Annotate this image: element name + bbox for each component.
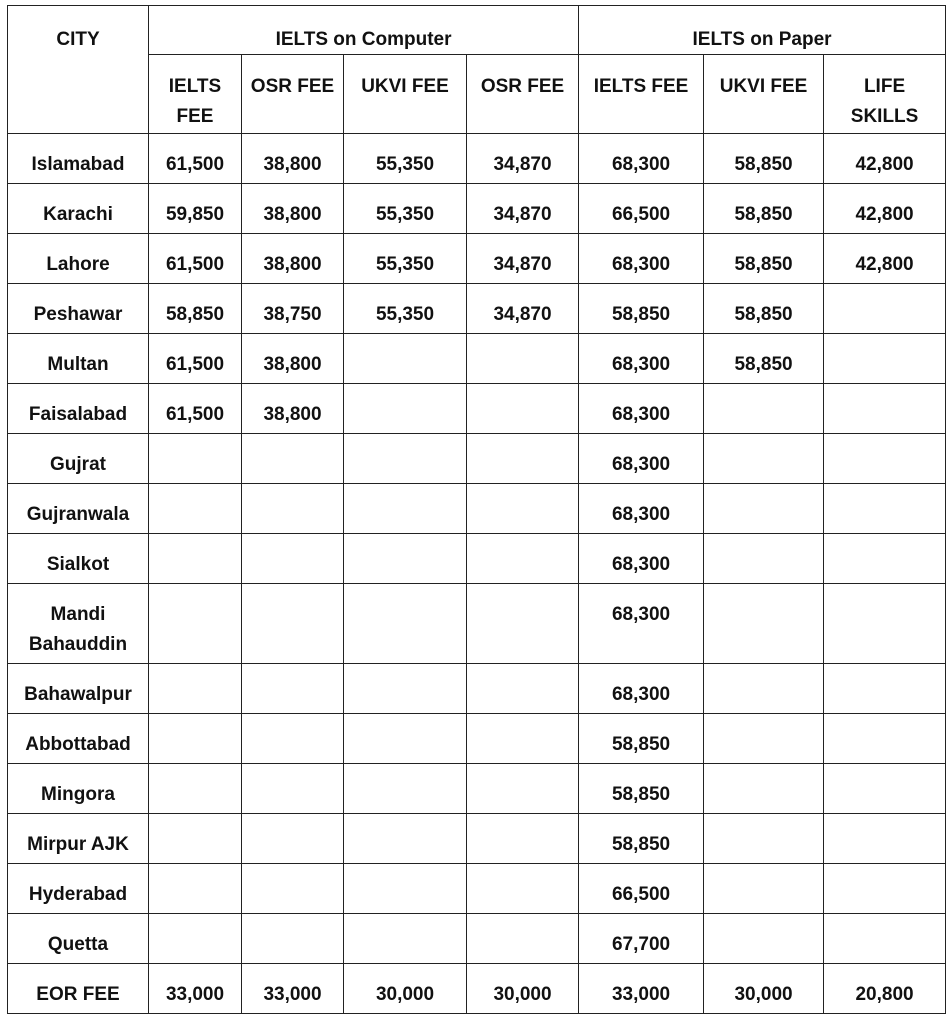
fee-cell: 68,300 bbox=[579, 334, 704, 384]
fee-cell bbox=[344, 534, 467, 584]
fee-cell bbox=[344, 484, 467, 534]
fee-cell bbox=[344, 714, 467, 764]
eor-fee-cell: 30,000 bbox=[704, 964, 824, 1014]
header-row-groups bbox=[8, 6, 946, 55]
fee-cell: 58,850 bbox=[704, 134, 824, 184]
fee-cell bbox=[242, 534, 344, 584]
fee-cell bbox=[704, 664, 824, 714]
fee-cell bbox=[704, 434, 824, 484]
fee-cell bbox=[704, 864, 824, 914]
city-cell: Faisalabad bbox=[8, 384, 149, 434]
table-row bbox=[8, 764, 946, 814]
fee-cell bbox=[467, 384, 579, 434]
fee-cell bbox=[344, 434, 467, 484]
fee-cell bbox=[704, 534, 824, 584]
city-cell: Mirpur AJK bbox=[8, 814, 149, 864]
fee-cell: 58,850 bbox=[579, 714, 704, 764]
fee-cell: 59,850 bbox=[149, 184, 242, 234]
table-row bbox=[8, 914, 946, 964]
eor-fee-cell: 33,000 bbox=[149, 964, 242, 1014]
fee-cell: 42,800 bbox=[824, 234, 946, 284]
fee-cell bbox=[344, 384, 467, 434]
fee-cell bbox=[824, 664, 946, 714]
eor-fee-cell: 33,000 bbox=[579, 964, 704, 1014]
fee-cell bbox=[149, 864, 242, 914]
city-cell: Gujrat bbox=[8, 434, 149, 484]
fee-cell bbox=[149, 434, 242, 484]
fee-cell: 68,300 bbox=[579, 484, 704, 534]
ielts-fee-table bbox=[7, 5, 946, 1014]
fee-cell bbox=[467, 534, 579, 584]
fee-cell: 42,800 bbox=[824, 184, 946, 234]
fee-cell bbox=[824, 284, 946, 334]
fee-cell bbox=[149, 484, 242, 534]
fee-cell: 68,300 bbox=[579, 664, 704, 714]
fee-cell bbox=[149, 534, 242, 584]
fee-cell: 55,350 bbox=[344, 134, 467, 184]
fee-column-header: UKVI FEE bbox=[704, 55, 824, 134]
table-row bbox=[8, 334, 946, 384]
fee-cell: 61,500 bbox=[149, 134, 242, 184]
city-cell: Islamabad bbox=[8, 134, 149, 184]
table-row bbox=[8, 184, 946, 234]
city-cell: Hyderabad bbox=[8, 864, 149, 914]
fee-cell: 58,850 bbox=[704, 334, 824, 384]
eor-fee-cell: 30,000 bbox=[344, 964, 467, 1014]
fee-cell bbox=[149, 764, 242, 814]
fee-cell bbox=[704, 914, 824, 964]
fee-cell bbox=[467, 814, 579, 864]
fee-cell bbox=[467, 334, 579, 384]
fee-cell: 68,300 bbox=[579, 534, 704, 584]
fee-cell bbox=[824, 534, 946, 584]
fee-cell: 58,850 bbox=[579, 814, 704, 864]
header-row-fee-types bbox=[8, 55, 946, 134]
eor-fee-cell: 30,000 bbox=[467, 964, 579, 1014]
table-body bbox=[8, 134, 946, 1014]
fee-cell bbox=[344, 864, 467, 914]
fee-cell bbox=[149, 664, 242, 714]
fee-cell: 58,850 bbox=[704, 234, 824, 284]
fee-cell bbox=[242, 814, 344, 864]
fee-column-header: OSR FEE bbox=[467, 55, 579, 134]
fee-cell bbox=[824, 434, 946, 484]
fee-cell bbox=[467, 484, 579, 534]
fee-cell bbox=[344, 584, 467, 664]
eor-fee-row bbox=[8, 964, 946, 1014]
city-cell: Quetta bbox=[8, 914, 149, 964]
table-row bbox=[8, 284, 946, 334]
fee-cell: 34,870 bbox=[467, 184, 579, 234]
fee-cell bbox=[467, 714, 579, 764]
fee-cell: 58,850 bbox=[704, 284, 824, 334]
fee-column-header: OSR FEE bbox=[242, 55, 344, 134]
city-column-header: CITY bbox=[8, 6, 149, 134]
fee-cell bbox=[344, 664, 467, 714]
fee-cell bbox=[824, 584, 946, 664]
fee-cell: 38,800 bbox=[242, 334, 344, 384]
city-cell: Multan bbox=[8, 334, 149, 384]
fee-cell bbox=[824, 764, 946, 814]
city-cell: Karachi bbox=[8, 184, 149, 234]
city-cell: Sialkot bbox=[8, 534, 149, 584]
fee-cell bbox=[242, 584, 344, 664]
fee-cell bbox=[704, 714, 824, 764]
fee-cell bbox=[824, 334, 946, 384]
fee-cell: 61,500 bbox=[149, 334, 242, 384]
fee-cell: 38,800 bbox=[242, 234, 344, 284]
eor-label-cell: EOR FEE bbox=[8, 964, 149, 1014]
fee-cell: 68,300 bbox=[579, 434, 704, 484]
table-row bbox=[8, 484, 946, 534]
fee-cell: 55,350 bbox=[344, 184, 467, 234]
fee-column-header: UKVI FEE bbox=[344, 55, 467, 134]
fee-cell: 34,870 bbox=[467, 234, 579, 284]
city-cell: Mingora bbox=[8, 764, 149, 814]
fee-cell bbox=[242, 864, 344, 914]
fee-cell bbox=[824, 714, 946, 764]
fee-cell: 42,800 bbox=[824, 134, 946, 184]
fee-cell: 68,300 bbox=[579, 134, 704, 184]
fee-cell bbox=[344, 764, 467, 814]
fee-cell bbox=[149, 714, 242, 764]
table-row bbox=[8, 234, 946, 284]
city-cell: Mandi Bahauddin bbox=[8, 584, 149, 664]
fee-column-header: IELTS FEE bbox=[149, 55, 242, 134]
fee-cell bbox=[704, 764, 824, 814]
fee-cell bbox=[242, 664, 344, 714]
fee-cell bbox=[467, 864, 579, 914]
fee-cell bbox=[824, 864, 946, 914]
fee-cell bbox=[704, 384, 824, 434]
fee-column-header: LIFE SKILLS bbox=[824, 55, 946, 134]
fee-cell: 38,800 bbox=[242, 134, 344, 184]
city-cell: Bahawalpur bbox=[8, 664, 149, 714]
fee-cell: 38,800 bbox=[242, 384, 344, 434]
fee-cell bbox=[467, 584, 579, 664]
fee-cell bbox=[824, 814, 946, 864]
fee-cell: 38,750 bbox=[242, 284, 344, 334]
fee-cell: 58,850 bbox=[149, 284, 242, 334]
fee-cell bbox=[149, 584, 242, 664]
fee-cell: 68,300 bbox=[579, 234, 704, 284]
fee-cell bbox=[344, 914, 467, 964]
city-cell: Abbottabad bbox=[8, 714, 149, 764]
table-row bbox=[8, 864, 946, 914]
fee-cell bbox=[242, 434, 344, 484]
city-cell: Gujranwala bbox=[8, 484, 149, 534]
fee-cell: 68,300 bbox=[579, 384, 704, 434]
fee-cell bbox=[824, 384, 946, 434]
table-row bbox=[8, 434, 946, 484]
group-header-paper: IELTS on Paper bbox=[579, 6, 946, 55]
table-row bbox=[8, 664, 946, 714]
fee-cell bbox=[149, 814, 242, 864]
eor-fee-cell: 33,000 bbox=[242, 964, 344, 1014]
fee-cell: 61,500 bbox=[149, 234, 242, 284]
fee-cell bbox=[242, 484, 344, 534]
fee-cell bbox=[242, 714, 344, 764]
fee-cell bbox=[242, 764, 344, 814]
table-row bbox=[8, 384, 946, 434]
fee-cell bbox=[344, 334, 467, 384]
fee-cell bbox=[824, 484, 946, 534]
fee-cell: 66,500 bbox=[579, 184, 704, 234]
fee-cell bbox=[467, 914, 579, 964]
city-cell: Lahore bbox=[8, 234, 149, 284]
fee-column-header: IELTS FEE bbox=[579, 55, 704, 134]
fee-cell: 58,850 bbox=[579, 764, 704, 814]
fee-cell bbox=[344, 814, 467, 864]
fee-cell: 67,700 bbox=[579, 914, 704, 964]
fee-cell: 58,850 bbox=[579, 284, 704, 334]
fee-cell: 61,500 bbox=[149, 384, 242, 434]
fee-cell: 55,350 bbox=[344, 284, 467, 334]
fee-cell bbox=[704, 584, 824, 664]
eor-fee-cell: 20,800 bbox=[824, 964, 946, 1014]
fee-cell bbox=[824, 914, 946, 964]
fee-cell: 66,500 bbox=[579, 864, 704, 914]
fee-cell: 38,800 bbox=[242, 184, 344, 234]
table-row bbox=[8, 714, 946, 764]
fee-cell: 68,300 bbox=[579, 584, 704, 664]
fee-cell: 55,350 bbox=[344, 234, 467, 284]
table-row bbox=[8, 814, 946, 864]
fee-cell bbox=[467, 434, 579, 484]
city-cell: Peshawar bbox=[8, 284, 149, 334]
fee-cell bbox=[704, 484, 824, 534]
fee-cell bbox=[467, 764, 579, 814]
table-row bbox=[8, 534, 946, 584]
table-row bbox=[8, 134, 946, 184]
fee-cell bbox=[704, 814, 824, 864]
fee-cell: 34,870 bbox=[467, 284, 579, 334]
fee-cell: 58,850 bbox=[704, 184, 824, 234]
fee-cell bbox=[467, 664, 579, 714]
group-header-computer: IELTS on Computer bbox=[149, 6, 579, 55]
table-row bbox=[8, 584, 946, 664]
fee-cell bbox=[149, 914, 242, 964]
fee-cell: 34,870 bbox=[467, 134, 579, 184]
fee-cell bbox=[242, 914, 344, 964]
